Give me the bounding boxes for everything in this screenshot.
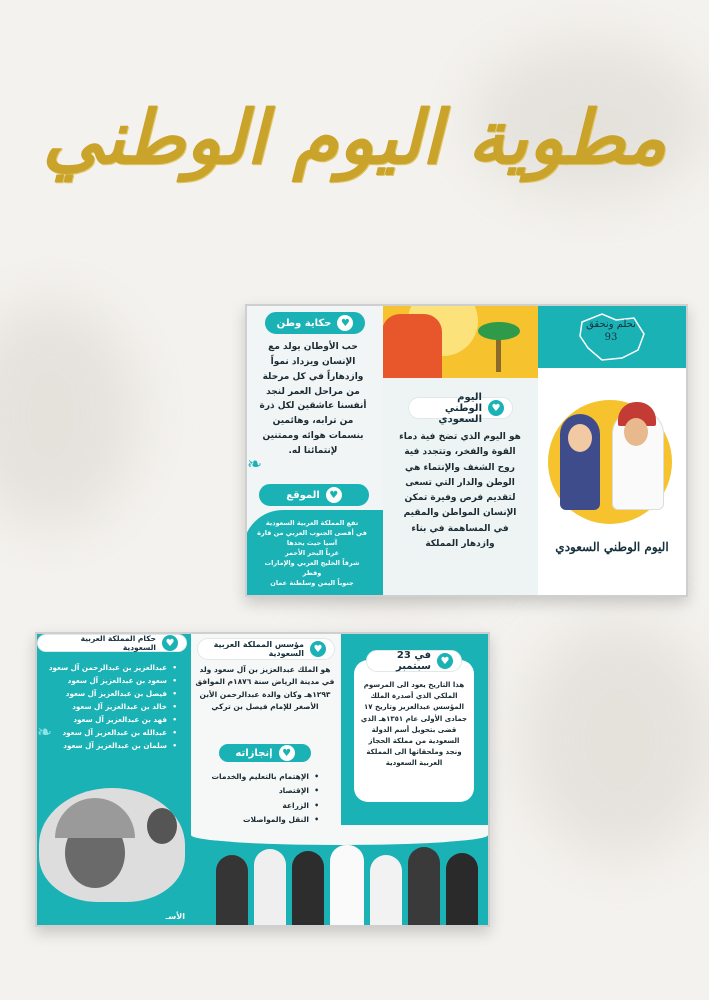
list-item: • الإقتصاد bbox=[209, 784, 319, 798]
brochure-inner bbox=[35, 632, 490, 927]
list-item: • سعود بن عبدالعزيز آل سعود bbox=[39, 675, 177, 688]
list-item: • عبدالله بن عبدالعزيز آل سعود bbox=[39, 727, 177, 740]
list-item: • سلمان بن عبدالعزيز آل سعود bbox=[39, 740, 177, 753]
kings-list bbox=[39, 662, 177, 753]
king-portrait bbox=[39, 788, 185, 902]
heart-icon: ♥ bbox=[279, 745, 295, 761]
photo-figure bbox=[446, 853, 478, 925]
leaf-icon: ❧ bbox=[247, 454, 263, 475]
woman-face bbox=[568, 424, 592, 452]
heart-icon: ♥ bbox=[437, 653, 453, 669]
achievements-list bbox=[209, 770, 319, 827]
photo-figure bbox=[216, 855, 248, 925]
heart-icon: ♥ bbox=[326, 487, 342, 503]
list-item: • فهد بن عبدالعزيز آل سعود bbox=[39, 714, 177, 727]
location-heading: ♥ الموقع bbox=[259, 484, 369, 506]
national-day-panel bbox=[383, 306, 538, 595]
national-day-heading: ♥ اليوم الوطني السعودي bbox=[408, 397, 513, 419]
founder-text: هو الملك عبدالعزيز بن آل سعود ولد في مدينة الرياض سنة ١٨٧٦م الموافق ١٢٩٣هـ وكان والدة عبدالرحمن الأبن الأصغر للإمام فيصل بن تركي bbox=[195, 665, 335, 712]
leaf-shadow bbox=[0, 300, 140, 530]
story-heading: ♥ حكاية وطن bbox=[265, 312, 365, 334]
achievements-heading: ♥ إنجازاته bbox=[219, 744, 311, 762]
list-item: • عبدالعزيز بن عبدالرحمن آل سعود bbox=[39, 662, 177, 675]
photo-wave bbox=[191, 825, 488, 845]
sept23-text: هذا التاريخ يعود الى المرسوم الملكي الذي أصدرة الملك المؤسس عبدالعزيز وتاريخ ١٧ جمادى الأولى عام ١٣٥١هـ الذي قضى بتحويل أسم الدولة السعودية من مملكة الحجاز ونجد وملحقاتها الى المملكة العربية السعودية bbox=[360, 681, 468, 768]
photo-figure bbox=[292, 851, 324, 925]
illustration-building bbox=[383, 314, 442, 378]
cover-caption: اليوم الوطني السعودي bbox=[555, 540, 669, 554]
national-day-text: هو اليوم الذي تضخ فية دماء القوة والفخر، وتتجدد فية روح الشغف والإنتماء هي الوطن والدار التي تسعى لتقديم فرص وفيرة تمكن الإنسان المواطن والمقيم في المساهمة في بناء وازدهار المملكة bbox=[399, 432, 521, 550]
brochure-outer bbox=[245, 304, 688, 597]
list-item: • الزراعة bbox=[209, 799, 319, 813]
portrait-face bbox=[147, 808, 177, 844]
page-title: مطوية اليوم الوطني bbox=[42, 95, 667, 181]
photo-figure bbox=[330, 845, 364, 925]
portrait-headdress bbox=[55, 798, 135, 838]
cover-panel bbox=[538, 306, 686, 595]
location-text: تقع المملكة العربية السعودية في أقصى الجنوب العربي من قارة آسيا حيث يحدها غرباً البحر الأحمر شرقاً الخليج العربي والإمارات وقطر جنوباً اليمن وسلطنة عمان bbox=[257, 519, 367, 588]
heart-icon: ♥ bbox=[337, 315, 353, 331]
list-item: • النقل والمواصلات bbox=[209, 813, 319, 827]
sept23-heading: ♥ في 23 سبتمبر bbox=[366, 650, 462, 672]
palm-icon bbox=[478, 322, 518, 372]
photo-figure bbox=[370, 855, 402, 925]
kings-footer: الأسـ bbox=[165, 912, 185, 921]
story-panel bbox=[245, 306, 383, 595]
leaf-icon: ❧ bbox=[37, 722, 53, 743]
list-item: • الإهتمام بالتعليم والخدمات bbox=[209, 770, 319, 784]
story-text: حب الأوطان يولد مع الإنسان ويزداد نمواً وازدهاراً في كل مرحلة من مراحل العمر لنجد أنفسنا عاشقين لكل ذرة من ترابه، وهائمين بنسمات هوائه وممتنين لإنتمائنا له. bbox=[259, 342, 367, 456]
founder-heading: ♥ مؤسس المملكة العربية السعودية bbox=[197, 638, 335, 660]
photo-figure bbox=[408, 847, 440, 925]
kings-heading: ♥ حكام المملكة العربية السعودية bbox=[37, 634, 187, 652]
kings-panel bbox=[35, 634, 191, 925]
illustration-top bbox=[383, 306, 538, 378]
man-face bbox=[624, 418, 648, 446]
cover-slogan: نحلم ونحقق 93 bbox=[586, 319, 636, 343]
list-item: • فيصل بن عبدالعزيز آل سعود bbox=[39, 688, 177, 701]
list-item: • خالد بن عبدالعزيز آل سعود bbox=[39, 701, 177, 714]
heart-icon: ♥ bbox=[162, 635, 178, 651]
photo-figure bbox=[254, 849, 286, 925]
heart-icon: ♥ bbox=[488, 400, 504, 416]
leaf-shadow bbox=[520, 620, 709, 860]
heart-icon: ♥ bbox=[310, 641, 326, 657]
kings-photo-strip bbox=[191, 825, 488, 925]
